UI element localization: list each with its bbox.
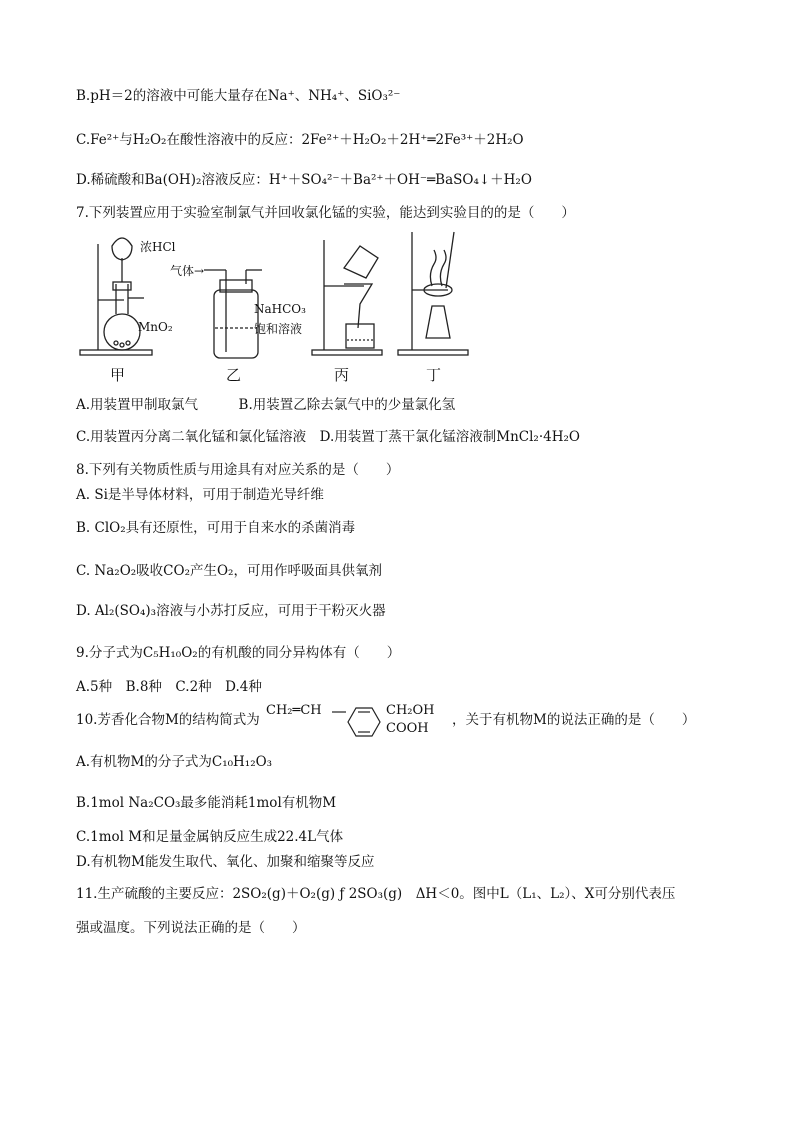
q7-stem: 7.下列装置应用于实验室制氯气并回收氯化锰的实验，能达到实验目的的是（ ） <box>76 205 575 221</box>
q11-stem-line2: 强或温度。下列说法正确的是（ ） <box>76 920 306 936</box>
q10-stem-prefix: 10.芳香化合物M的结构简式为 <box>76 712 260 728</box>
q9-options: A.5种 B.8种 C.2种 D.4种 <box>76 679 262 695</box>
label-nahco3: NaHCO₃ <box>254 302 306 316</box>
q10-option-a: A.有机物M的分子式为C₁₀H₁₂O₃ <box>76 754 273 770</box>
q10-structure-formula <box>266 700 446 744</box>
q10-option-d: D.有机物M能发生取代、氧化、加聚和缩聚等反应 <box>76 854 375 870</box>
q11-stem-line1: 11.生产硫酸的主要反应：2SO₂(g)＋O₂(g) ƒ 2SO₃(g) ΔH＜0。图中L（L₁、L₂）、X可分别代表压 <box>76 886 676 902</box>
q8-option-b: B. ClO₂具有还原性，可用于自来水的杀菌消毒 <box>76 520 356 536</box>
q6-option-c: C.Fe²⁺与H₂O₂在酸性溶液中的反应：2Fe²⁺＋H₂O₂＋2H⁺═2Fe³⁺＋2H₂O <box>76 132 524 148</box>
q10-option-c: C.1mol M和足量金属钠反应生成22.4L气体 <box>76 829 344 845</box>
q7-options-ab: A.用装置甲制取氯气 B.用装置乙除去氯气中的少量氯化氢 <box>76 397 456 413</box>
label-apparatus-bing: 丙 <box>334 366 350 384</box>
q6-option-d: D.稀硫酸和Ba(OH)₂溶液反应：H⁺＋SO₄²⁻＋Ba²⁺＋OH⁻═BaSO₄↓＋H₂O <box>76 172 532 188</box>
label-apparatus-yi: 乙 <box>226 366 242 384</box>
q10-option-b: B.1mol Na₂CO₃最多能消耗1mol有机物M <box>76 795 337 811</box>
apparatus-figure <box>76 228 476 388</box>
label-gas: 气体→ <box>170 264 205 278</box>
q8-option-c: C. Na₂O₂吸收CO₂产生O₂，可用作呼吸面具供氧剂 <box>76 563 382 579</box>
label-mno2: MnO₂ <box>138 320 173 334</box>
struct-ch2oh-group: CH₂OH <box>386 703 435 718</box>
q6-option-b: B.pH＝2的溶液中可能大量存在Na⁺、NH₄⁺、SiO₃²⁻ <box>76 88 401 104</box>
q9-stem: 9.分子式为C₅H₁₀O₂的有机酸的同分异构体有（ ） <box>76 645 401 661</box>
q7-options-cd: C.用装置丙分离二氧化锰和氯化锰溶液 D.用装置丁蒸干氯化锰溶液制MnCl₂·4H₂O <box>76 429 580 445</box>
struct-vinyl-group: CH₂═CH <box>266 703 322 718</box>
q8-option-d: D. Al₂(SO₄)₃溶液与小苏打反应，可用于干粉灭火器 <box>76 603 386 619</box>
label-saturated-solution: 饱和溶液 <box>254 322 303 336</box>
q8-option-a: A. Si是半导体材料，可用于制造光导纤维 <box>76 487 324 503</box>
lab-apparatus-drawing <box>76 228 476 363</box>
q10-stem-suffix: ，关于有机物M的说法正确的是（ ） <box>452 712 696 728</box>
label-apparatus-jia: 甲 <box>110 366 126 384</box>
label-conc-hcl: 浓HCl <box>140 240 176 254</box>
label-apparatus-ding: 丁 <box>426 366 442 384</box>
q8-stem: 8.下列有关物质性质与用途具有对应关系的是（ ） <box>76 462 400 478</box>
struct-cooh-group: COOH <box>386 721 429 736</box>
